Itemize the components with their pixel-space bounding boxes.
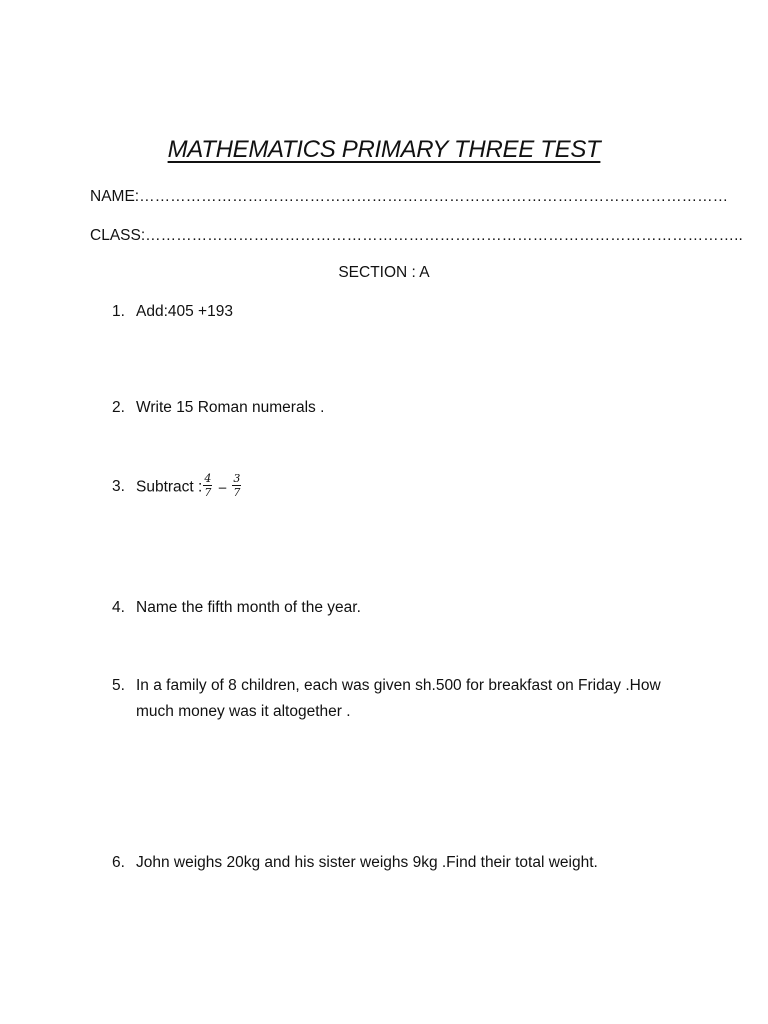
- fraction-denominator: 7: [204, 486, 212, 499]
- question-text: John weighs 20kg and his sister weighs 9kg .Find their total weight.: [136, 854, 598, 871]
- question-content: [136, 474, 696, 501]
- fraction-numerator: 4: [204, 472, 212, 485]
- fraction-denominator: 7: [233, 486, 241, 499]
- question-text: In a family of 8 children, each was given sh.500 for breakfast on Friday .How much money was it altogether .: [136, 677, 661, 720]
- section-heading: SECTION : A: [338, 264, 430, 281]
- question-number: 5.: [112, 677, 125, 694]
- fraction-four-sevenths: [203, 472, 212, 499]
- class-field: CLASS:……………………………………………………………………………………………………..: [90, 227, 743, 244]
- question-text: Name the fifth month of the year.: [136, 599, 361, 616]
- page-title: MATHEMATICS PRIMARY THREE TEST: [167, 136, 601, 163]
- question-number: 2.: [112, 399, 125, 416]
- question-text: Subtract :: [136, 478, 203, 496]
- question-number: 6.: [112, 854, 125, 871]
- question-number: 4.: [112, 599, 125, 616]
- fraction-numerator: 3: [233, 472, 241, 485]
- question-text: Add:405 +193: [136, 303, 233, 320]
- question-number: 3.: [112, 478, 125, 495]
- name-field: NAME:……………………………………………………………………………………………………: [90, 188, 729, 205]
- question-text: Write 15 Roman numerals .: [136, 399, 325, 416]
- minus-operator: −: [217, 480, 228, 495]
- question-number: 1.: [112, 303, 125, 320]
- fraction-three-sevenths: [232, 472, 241, 499]
